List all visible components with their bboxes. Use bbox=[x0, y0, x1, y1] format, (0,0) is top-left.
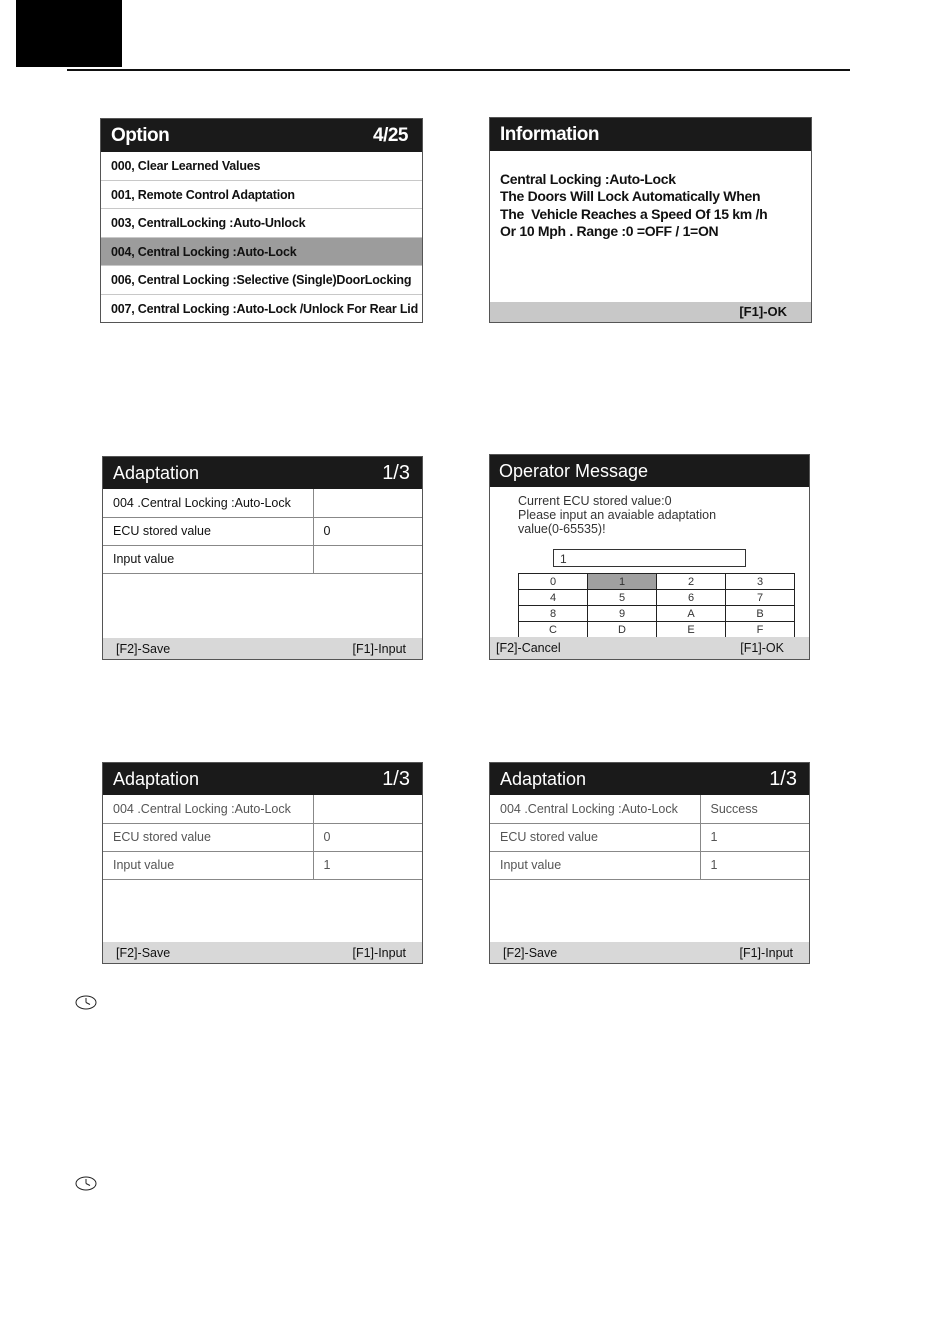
row-value bbox=[313, 795, 422, 823]
row-label: 004 .Central Locking :Auto-Lock bbox=[490, 795, 700, 823]
operator-message-text bbox=[490, 487, 809, 536]
adaptation-title: Adaptation bbox=[113, 768, 200, 789]
row-value: 1 bbox=[700, 823, 809, 851]
clock-icon bbox=[75, 1176, 97, 1191]
adaptation-page-counter: 1/3 bbox=[382, 767, 410, 790]
ok-button[interactable]: [F1]-OK bbox=[740, 641, 784, 655]
message-line: value(0-65535)! bbox=[518, 522, 606, 536]
key-3[interactable]: 3 bbox=[726, 574, 795, 590]
ok-button[interactable]: [F1]-OK bbox=[490, 302, 811, 322]
adaptation-table bbox=[103, 489, 422, 574]
option-screen bbox=[100, 118, 423, 323]
input-button[interactable]: [F1]-Input bbox=[739, 945, 793, 960]
key-e[interactable]: E bbox=[657, 622, 726, 638]
information-title-bar bbox=[490, 118, 811, 151]
message-line: Current ECU stored value:0 bbox=[518, 494, 672, 508]
row-value: 0 bbox=[313, 517, 422, 545]
adaptation-footer bbox=[103, 942, 422, 963]
status-value: Success bbox=[700, 795, 809, 823]
adaptation-footer bbox=[103, 638, 422, 659]
row-label: Input value bbox=[103, 545, 313, 573]
operator-title: Operator Message bbox=[499, 460, 649, 481]
header-rule bbox=[67, 69, 850, 71]
option-item-003[interactable]: 003, CentralLocking :Auto-Unlock bbox=[101, 209, 422, 238]
adaptation-title-bar bbox=[490, 763, 809, 795]
row-label: 004 .Central Locking :Auto-Lock bbox=[103, 795, 313, 823]
key-1[interactable]: 1 bbox=[588, 574, 657, 590]
row-label: ECU stored value bbox=[103, 517, 313, 545]
key-f[interactable]: F bbox=[726, 622, 795, 638]
adaptation-footer bbox=[490, 942, 809, 963]
row-label: 004 .Central Locking :Auto-Lock bbox=[103, 489, 313, 517]
information-line: The Doors Will Lock Automatically When bbox=[500, 188, 761, 205]
key-a[interactable]: A bbox=[657, 606, 726, 622]
message-line: Please input an avaiable adaptation bbox=[518, 508, 717, 522]
table-row bbox=[490, 823, 809, 851]
option-title: Option bbox=[111, 124, 170, 146]
option-item-007[interactable]: 007, Central Locking :Auto-Lock /Unlock For Rear Lid bbox=[111, 301, 419, 316]
operator-footer bbox=[490, 637, 809, 659]
information-title: Information bbox=[500, 123, 599, 145]
row-value bbox=[313, 489, 422, 517]
adaptation-screen bbox=[489, 762, 810, 964]
chapter-tab-block bbox=[16, 0, 122, 67]
adaptation-page-counter: 1/3 bbox=[382, 461, 410, 484]
key-4[interactable]: 4 bbox=[519, 590, 588, 606]
save-button[interactable]: [F2]-Save bbox=[116, 945, 171, 960]
table-row bbox=[103, 823, 422, 851]
table-row bbox=[103, 517, 422, 545]
adaptation-screen bbox=[102, 456, 423, 660]
adaptation-screen bbox=[102, 762, 423, 964]
table-row bbox=[490, 851, 809, 879]
row-value: 0 bbox=[313, 823, 422, 851]
row-label: Input value bbox=[103, 851, 313, 879]
key-7[interactable]: 7 bbox=[726, 590, 795, 606]
information-line: Or 10 Mph . Range :0 =OFF / 1=ON bbox=[500, 222, 719, 239]
adaptation-title: Adaptation bbox=[500, 768, 587, 789]
table-row bbox=[103, 795, 422, 823]
table-row bbox=[103, 545, 422, 573]
table-row bbox=[103, 851, 422, 879]
key-6[interactable]: 6 bbox=[657, 590, 726, 606]
option-item-006[interactable]: 006, Central Locking :Selective (Single)DoorLocking bbox=[101, 266, 422, 295]
input-value-field[interactable] bbox=[313, 545, 422, 573]
input-button[interactable]: [F1]-Input bbox=[352, 641, 406, 656]
option-title-bar bbox=[101, 119, 422, 152]
key-9[interactable]: 9 bbox=[588, 606, 657, 622]
row-label: Input value bbox=[490, 851, 700, 879]
adaptation-title-bar bbox=[103, 763, 422, 795]
key-d[interactable]: D bbox=[588, 622, 657, 638]
adaptation-title: Adaptation bbox=[113, 462, 200, 483]
option-item-001[interactable]: 001, Remote Control Adaptation bbox=[101, 181, 422, 210]
key-2[interactable]: 2 bbox=[657, 574, 726, 590]
input-button[interactable]: [F1]-Input bbox=[352, 945, 406, 960]
save-button[interactable]: [F2]-Save bbox=[116, 641, 171, 656]
adaptation-title-bar bbox=[103, 457, 422, 489]
clock-icon bbox=[75, 995, 97, 1010]
key-8[interactable]: 8 bbox=[519, 606, 588, 622]
table-row bbox=[490, 795, 809, 823]
information-screen bbox=[489, 117, 812, 323]
operator-message-screen bbox=[489, 454, 810, 660]
key-0[interactable]: 0 bbox=[519, 574, 588, 590]
information-body bbox=[490, 151, 811, 240]
adaptation-page-counter: 1/3 bbox=[769, 767, 797, 790]
key-c[interactable]: C bbox=[519, 622, 588, 638]
adaptation-table bbox=[490, 795, 809, 880]
input-value-field[interactable]: 1 bbox=[313, 851, 422, 879]
save-button[interactable]: [F2]-Save bbox=[503, 945, 558, 960]
key-5[interactable]: 5 bbox=[588, 590, 657, 606]
row-label: ECU stored value bbox=[490, 823, 700, 851]
option-item-000[interactable]: 000, Clear Learned Values bbox=[101, 152, 422, 181]
information-line: Central Locking :Auto-Lock bbox=[500, 171, 676, 187]
key-b[interactable]: B bbox=[726, 606, 795, 622]
table-row bbox=[103, 489, 422, 517]
adaptation-value-input[interactable]: 1 bbox=[553, 549, 746, 567]
hex-keypad bbox=[518, 573, 795, 638]
cancel-button[interactable]: [F2]-Cancel bbox=[496, 641, 561, 655]
adaptation-table bbox=[103, 795, 422, 880]
operator-title-bar bbox=[490, 455, 809, 487]
information-line: The Vehicle Reaches a Speed Of 15 km /h bbox=[500, 205, 768, 222]
option-item-004[interactable]: 004, Central Locking :Auto-Lock bbox=[101, 238, 422, 267]
row-label: ECU stored value bbox=[103, 823, 313, 851]
input-value-field[interactable]: 1 bbox=[700, 851, 809, 879]
option-page-counter: 4/25 bbox=[373, 124, 408, 146]
